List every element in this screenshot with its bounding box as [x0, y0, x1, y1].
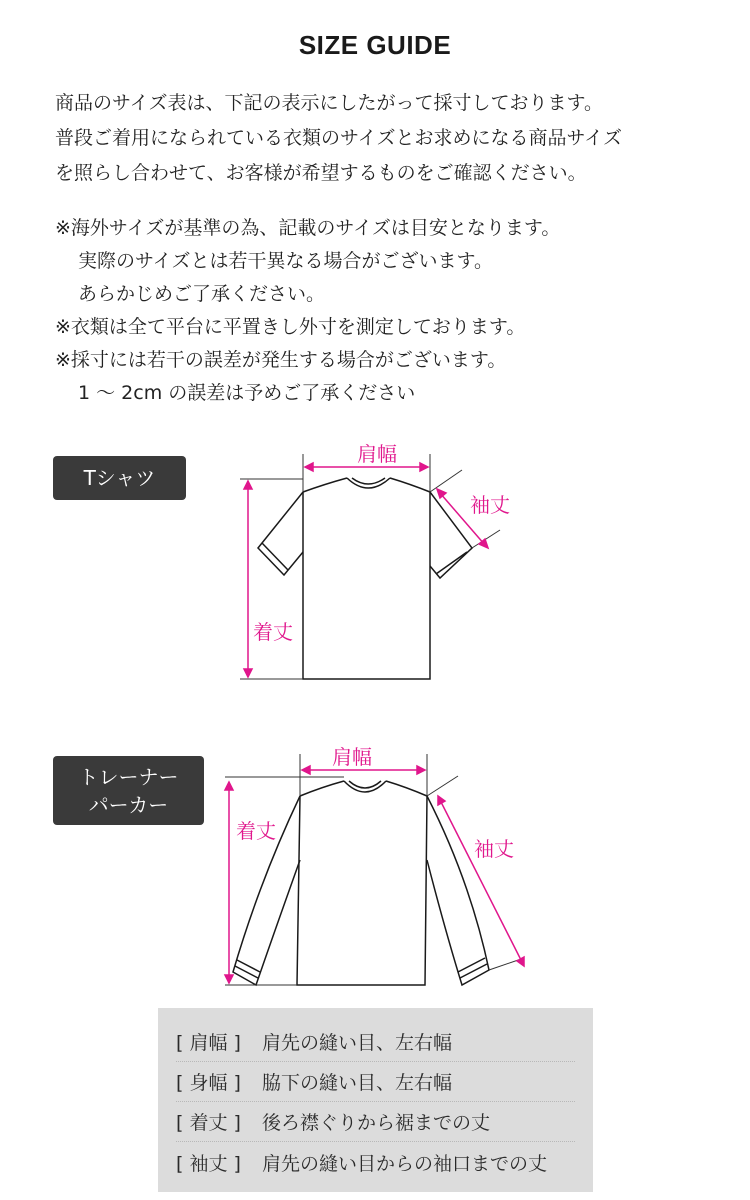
definition-row: [176, 1022, 575, 1062]
intro-line: を照らし合わせて、お客様が希望するものをご確認ください。: [55, 162, 587, 184]
definition-desc: 脇下の縫い目、左右幅: [262, 1072, 453, 1094]
trainer-sleeve-label: 袖丈: [474, 837, 514, 861]
note-line: 実際のサイズとは若干異なる場合がございます。: [78, 250, 493, 272]
definition-term: [ 肩幅 ]: [176, 1032, 241, 1054]
definition-row: [176, 1062, 575, 1102]
definition-desc: 肩先の縫い目からの袖口までの丈: [262, 1152, 548, 1175]
definition-term: [ 袖丈 ]: [176, 1152, 241, 1175]
trainer-shoulder-label: 肩幅: [332, 745, 372, 769]
trainer-measure-lines: [225, 766, 524, 983]
definitions-box: [158, 1008, 593, 1192]
trainer-length-label: 着丈: [236, 819, 276, 843]
note-line: ※採寸には若干の誤差が発生する場合がございます。: [55, 349, 507, 371]
trainer-label-line2: パーカー: [88, 792, 169, 817]
definition-term: [ 着丈 ]: [176, 1112, 241, 1134]
tshirt-label-text: Tシャツ: [83, 466, 156, 490]
note-line: ※海外サイズが基準の為、記載のサイズは目安となります。: [55, 217, 561, 239]
definition-row: [176, 1102, 575, 1142]
intro-line: 商品のサイズ表は、下記の表示にしたがって採寸しております。: [55, 92, 603, 114]
intro-line: 普段ご着用になられている衣類のサイズとお求めになる商品サイズ: [55, 127, 622, 149]
definition-row: [176, 1142, 575, 1182]
definition-term: [ 身幅 ]: [176, 1072, 241, 1094]
trainer-guides: [225, 754, 524, 985]
definition-desc: 後ろ襟ぐりから裾までの丈: [262, 1112, 491, 1134]
note-line: 1 〜 2cm の誤差は予めご了承ください: [78, 382, 416, 404]
tshirt-sleeve-label: 袖丈: [470, 493, 510, 517]
tshirt-length-label: 着丈: [253, 620, 293, 644]
tshirt-shoulder-label: 肩幅: [357, 442, 397, 466]
trainer-outline: [233, 781, 489, 985]
tshirt-measure-lines: [244, 463, 488, 677]
tshirt-outline: [258, 478, 472, 679]
page-title: SIZE GUIDE: [298, 30, 452, 60]
trainer-label-line1: トレーナー: [78, 764, 179, 789]
definition-desc: 肩先の縫い目、左右幅: [262, 1032, 453, 1054]
note-line: あらかじめご了承ください。: [78, 283, 326, 305]
note-line: ※衣類は全て平台に平置きし外寸を測定しております。: [55, 316, 526, 338]
